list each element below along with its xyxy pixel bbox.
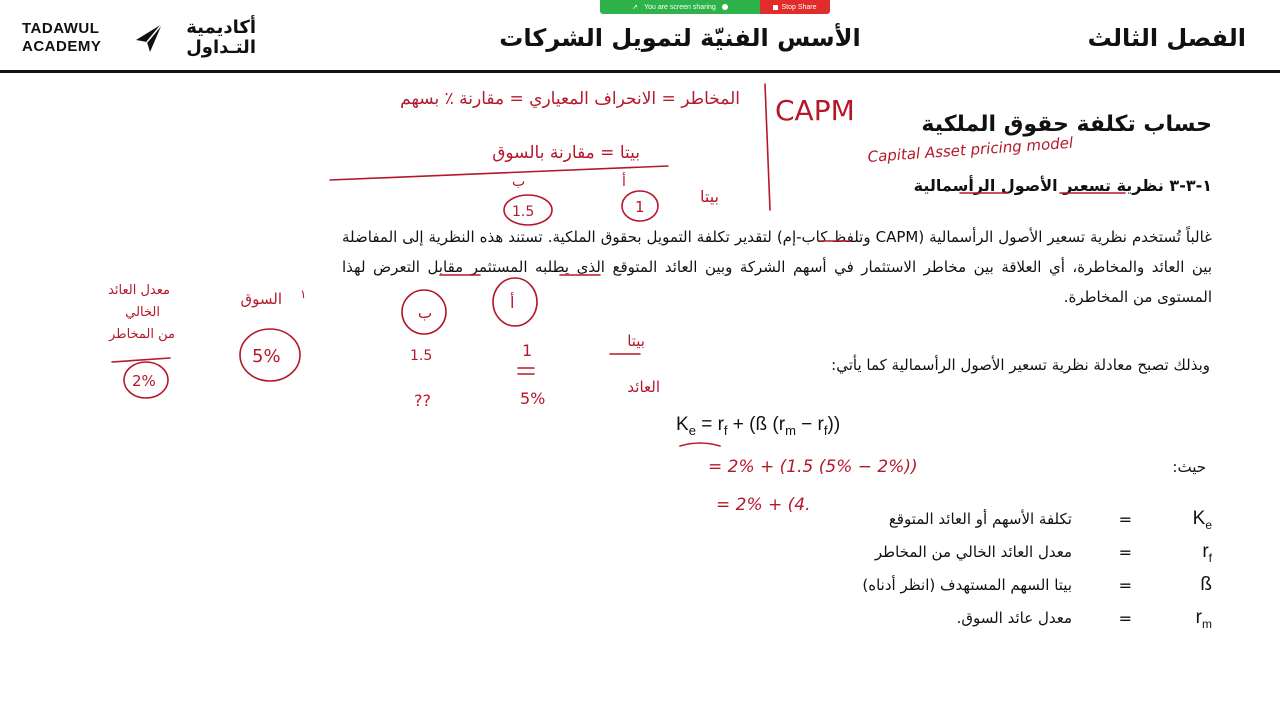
record-indicator-icon	[722, 4, 728, 10]
capm-formula: $K_e = r_f$ + (ß $(r_m - r_f)$)	[676, 414, 841, 438]
share-status-text: You are screen sharing	[644, 3, 716, 11]
annotation-circle-a-label: أ	[622, 174, 626, 190]
annotation-divider	[765, 84, 770, 210]
annotation-line1: المخاطر = الانحراف المعياري = مقارنة ٪ بسهم	[400, 89, 740, 109]
stop-share-label: Stop Share	[781, 3, 817, 11]
definition-row	[820, 508, 1212, 541]
annotation-col3-value: 1.5	[410, 348, 433, 364]
where-label: حيث:	[1172, 458, 1206, 476]
intro-paragraph: غالباً تُستخدم نظرية تسعير الأصول الرأسمالية (CAPM وتلفظ كاب-إم) لتقدير تكلفة التمويل بحقوق الملكية. تستند هذه النظرية إلى المفاضلة بين العائد والمخاطرة، أي العلاقة بين مخاطر الاستثمار في أسهم الشركة وبين العائد المتوقع الذي يطلبه المستثمر مقابل التعرض لهذا المستوى من المخاطرة.	[342, 228, 1212, 306]
course-title: الأسس الفنيّة لتمويل الشركات	[499, 24, 861, 52]
annotation-col1-line2: الخالي	[125, 305, 160, 320]
definition-text: تكلفة الأسهم أو العائد المتوقع	[888, 510, 1072, 528]
annotation-mark: ١	[300, 287, 307, 301]
annotation-capm-full: Capital Asset pricing model	[867, 133, 1074, 166]
annotation-col1-value: 2%	[132, 372, 156, 390]
annotation-col2-label: السوق	[240, 290, 282, 308]
annotation-circle	[240, 329, 300, 381]
annotation-col3-q: ??	[414, 391, 431, 410]
definition-symbol: $K_e$	[1192, 508, 1212, 532]
definition-equals: =	[1118, 510, 1132, 529]
annotation-circle-b-label: ب	[512, 174, 526, 190]
logo-en-line2: ACADEMY	[22, 38, 102, 55]
annotation-col1-line3: من المخاطر	[109, 327, 175, 342]
definition-equals: =	[1118, 609, 1132, 628]
chapter-title: الفصل الثالث	[1087, 24, 1246, 52]
logo-text-en	[22, 20, 101, 56]
logo-ar-line2: التـداول	[186, 37, 256, 58]
annotation-line2: بيتا = مقارنة بالسوق	[492, 143, 640, 163]
formula-lead-in: وبذلك تصبح معادلة نظرية تسعير الأصول الرأسمالية كما يأتي:	[831, 356, 1210, 374]
stop-icon	[773, 5, 778, 10]
annotation-value-1: 1	[635, 198, 645, 216]
header-divider	[0, 70, 1280, 73]
annotation-circle	[622, 191, 658, 221]
annotation-calc1: = 2% + (1.5 (5% − 2%))	[708, 457, 918, 477]
annotation-circle	[504, 195, 552, 225]
annotation-underline	[680, 443, 720, 446]
annotation-underline	[112, 358, 170, 362]
logo-text-ar	[166, 18, 256, 58]
annotation-value-15: 1.5	[512, 204, 535, 220]
annotation-col5-label: بيتا	[627, 332, 645, 350]
sub-heading: ١-٣-٣ نظرية تسعير الأصول الرأسمالية	[913, 176, 1212, 195]
definition-text: معدل العائد الخالي من المخاطر	[874, 543, 1072, 561]
annotation-underline	[330, 166, 668, 180]
definition-symbol: ß	[1200, 574, 1212, 595]
annotation-capm: CAPM	[775, 94, 855, 127]
annotation-col2-value: 5%	[252, 346, 281, 367]
stop-share-button[interactable]	[760, 0, 830, 14]
screen-share-bar	[600, 0, 830, 14]
annotation-circle	[124, 362, 168, 398]
annotation-col3-label: ب	[418, 304, 433, 322]
tadawul-academy-logo	[22, 18, 262, 62]
logo-ar-line1: أكاديمية	[186, 17, 256, 38]
annotation-col4-label: أ	[510, 293, 515, 312]
definition-symbol: $r_m$	[1195, 607, 1212, 631]
definition-row	[820, 574, 1212, 607]
definition-text: بيتا السهم المستهدف (انظر أدناه)	[862, 576, 1072, 594]
annotation-col5-label2: العائد	[627, 378, 660, 396]
annotation-col1-line1: معدل العائد	[108, 283, 170, 298]
annotation-col4-value2: 5%	[520, 389, 546, 408]
definitions-list	[820, 508, 1212, 640]
definition-text: معدل عائد السوق.	[956, 609, 1072, 627]
definition-symbol: $r_f$	[1202, 541, 1212, 565]
logo-en-line1: TADAWUL	[22, 20, 100, 37]
definition-equals: =	[1118, 543, 1132, 562]
share-status	[600, 0, 760, 14]
share-arrow-icon: ➚	[632, 4, 639, 11]
definition-equals: =	[1118, 576, 1132, 595]
section-heading: حساب تكلفة حقوق الملكية	[921, 112, 1212, 137]
definition-row	[820, 541, 1212, 574]
annotation-calc2: = 2% + (4.	[716, 495, 811, 515]
definition-row	[820, 607, 1212, 640]
paper-plane-icon	[134, 22, 164, 54]
annotation-beta-top: بيتا	[700, 187, 719, 206]
annotation-col4-value1: 1	[522, 341, 533, 360]
